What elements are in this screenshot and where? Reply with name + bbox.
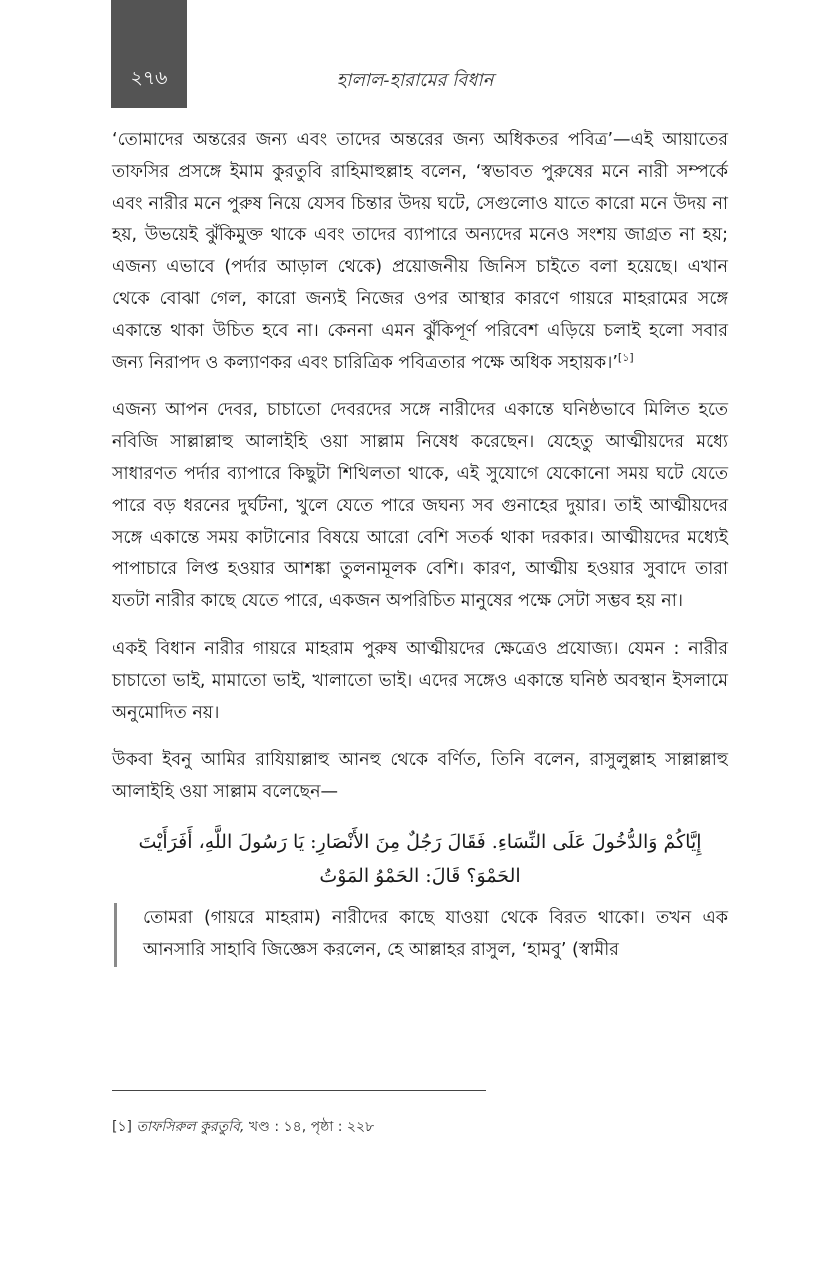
body-text — [112, 125, 728, 967]
running-title: হালাল-হারামের বিধান — [336, 70, 494, 91]
footnote-number: [১] — [112, 1119, 133, 1135]
footnote-detail: খণ্ড : ১৪, পৃষ্ঠা : ২২৮ — [248, 1119, 375, 1135]
footnote — [112, 1115, 728, 1139]
paragraph-3: একই বিধান নারীর গায়রে মাহরাম পুরুষ আত্মীয়দের ক্ষেত্রেও প্রযোজ্য। যেমন : নারীর চাচাতো ভাই, মামাতো ভাই, খালাতো ভাই। এদের সঙ্গেও একান্তে ঘনিষ্ঠ অবস্থান ইসলামে অনুমোদিত নয়। — [112, 638, 728, 723]
paragraph-1 — [112, 125, 728, 379]
page-number: ২৭৬ — [130, 67, 168, 89]
footnote-marker[interactable]: [১] — [617, 350, 634, 364]
paragraph-4: উকবা ইবনু আমির রাযিয়াল্লাহু আনহু থেকে বর্ণিত, তিনি বলেন, রাসুলুল্লাহ সাল্লাল্লাহু আলাইহি ওয়া সাল্লাম বলেছেন— — [112, 750, 728, 803]
hadith-translation: তোমরা (গায়রে মাহরাম) নারীদের কাছে যাওয়া থেকে বিরত থাকো। তখন এক আনসারি সাহাবি জিজ্ঞেস করলেন, হে আল্লাহর রাসুল, ‘হামবু’ (স্বামীর — [114, 903, 728, 967]
paragraph-1-text: ‘তোমাদের অন্তরের জন্য এবং তাদের অন্তরের জন্য অধিকতর পবিত্র’—এই আয়াতের তাফসির প্রসঙ্গে ইমাম কুরতুবি রাহিমাহুল্লাহ বলেন, ‘স্বভাবত পুরুষের মনে নারী সম্পর্কে এবং নারীর মনে পুরুষ নিয়ে যেসব চিন্তার উদয় ঘটে, সেগুলোও যাতে কারো মনে উদয় না হয়, উভয়েই ঝুঁকিমুক্ত থাকে এবং তাদের ব্যাপারে অন্যদের মনেও সংশয় জাগ্রত না হয়; এজন্য এভাবে (পর্দার আড়াল থেকে) প্রয়োজনীয় জিনিস চাইতে বলা হয়েছে। এখান থেকে বোঝা গেল, কারো জন্যই নিজের ওপর আস্থার কারণে গায়রে মাহরামের সঙ্গে একান্তে থাকা উচিত হবে না। কেননা এমন ঝুঁকিপূর্ণ পরিবেশ এড়িয়ে চলাই হলো সবার জন্য নিরাপদ ও কল্যাণকর এবং চারিত্রিক পবিত্রতার পক্ষে অধিক সহায়ক।’ — [112, 130, 728, 373]
paragraph-2: এজন্য আপন দেবর, চাচাতো দেবরদের সঙ্গে নারীদের একান্তে ঘনিষ্ঠভাবে মিলিত হতে নবিজি সাল্লাল্লাহু আলাইহি ওয়া সাল্লাম নিষেধ করেছেন। যেহেতু আত্মীয়দের মধ্যে সাধারণত পর্দার ব্যাপারে কিছুটা শিথিলতা থাকে, এই সুযোগে যেকোনো সময় ঘটে যেতে পারে বড় ধরনের দুর্ঘটনা, খুলে যেতে পারে জঘন্য সব গুনাহের দুয়ার। তাই আত্মীয়দের সঙ্গে একান্তে সময় কাটানোর বিষয়ে আরো বেশি সতর্ক থাকা দরকার। আত্মীয়দের মধ্যেই পাপাচারে লিপ্ত হওয়ার আশঙ্কা তুলনামূলক বেশি। কারণ, আত্মীয় হওয়ার সুবাদে তারা যতটা নারীর কাছে যেতে পারে, একজন অপরিচিত মানুষের পক্ষে সেটা সম্ভব হয় না। — [112, 400, 728, 612]
footnote-divider — [112, 1090, 486, 1091]
footnote-source: তাফসিরুল কুরতুবি, — [136, 1119, 245, 1135]
hadith-arabic: إِيَّاكُمْ وَالدُّخُولَ عَلَى النِّسَاءِ. فَقَالَ رَجُلٌ مِنَ الأَنْصَارِ: يَا رَسُولَ اللَّهِ، أَفَرَأَيْتَ الحَمْوَ؟ قَالَ: الحَمْوُ المَوْتُ — [138, 830, 702, 887]
